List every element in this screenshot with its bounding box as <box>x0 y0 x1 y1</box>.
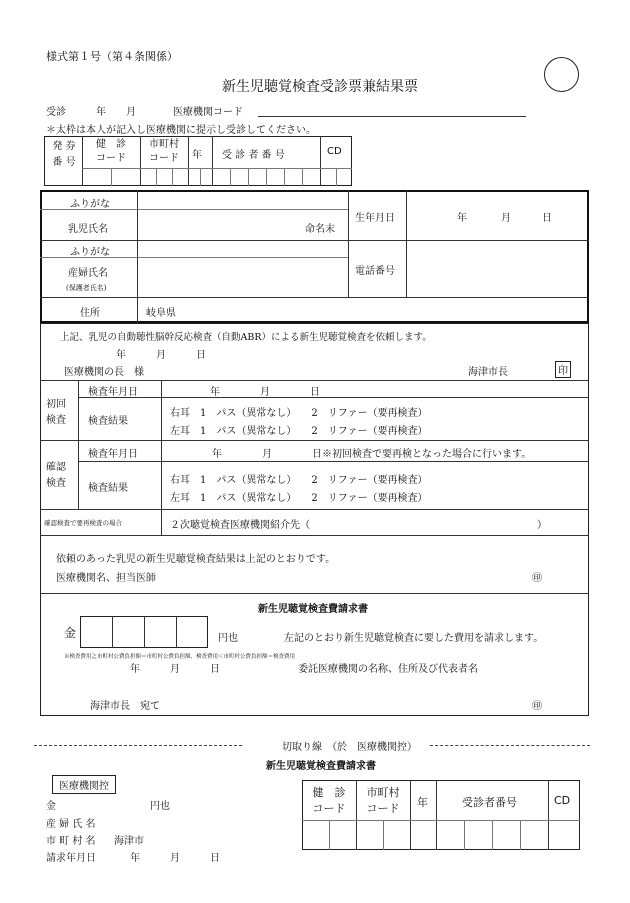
instruction-note: ＊太枠は本人が記入し医療機関に提示し受診してください。 <box>46 125 316 136</box>
cut-line-label: 切取り線 （於 医療機関控） <box>282 742 417 753</box>
stub-amount-label: 金 <box>46 801 56 812</box>
invoice-seal: ㊞ <box>532 701 542 712</box>
invoice-fine-note: ※検査費用≧市町村公費負担額＝市町村公費負担額、検査費用＜市町村公費負担額＝検査費用 <box>64 654 296 660</box>
stub-date-label: 請求年月日 <box>46 853 96 864</box>
secondary-text: ２次聴覚検査医療機関紹介先（ <box>170 520 310 531</box>
initial-date-value: 年 月 日 <box>210 387 320 398</box>
request-addressee: 医療機関の長 様 <box>64 367 144 378</box>
furigana-label-infant: ふりがな <box>70 199 110 210</box>
issue-number-label: 発 券 番 号 <box>52 141 76 168</box>
birth-month-label: 月 <box>501 213 511 224</box>
facility-code-label: 医療機関コード <box>173 107 243 118</box>
invoice-amount-label: 金 <box>64 626 77 640</box>
address-value: 岐阜県 <box>146 308 176 319</box>
stub-date-value: 年 月 日 <box>130 853 220 864</box>
stamp-circle <box>544 57 579 92</box>
request-text: 上記、乳児の自動聴性脳幹反応検査（自動ABR）による新生児聴覚検査を依頼します。 <box>60 332 432 343</box>
infant-name-label: 乳児氏名 <box>68 224 108 235</box>
guardian-note: (保護者氏名) <box>66 284 107 292</box>
confirm-left-ear[interactable]: 左耳 1 パス（異常なし） 2 リファー（要再検査） <box>170 493 428 504</box>
mayor-label: 海津市長 <box>468 367 508 378</box>
confirm-test-label: 確認 検査 <box>46 462 66 489</box>
result-report-text: 依頼のあった乳児の新生児聴覚検査結果は上記のとおりです。 <box>56 554 336 565</box>
birth-day-label: 日 <box>542 213 552 224</box>
invoice-date: 年 月 日 <box>130 664 220 675</box>
cut-line-right <box>430 745 590 746</box>
stub-title: 新生児聴覚検査費請求書 <box>266 761 376 772</box>
form-number: 様式第１号（第４条関係） <box>46 50 178 63</box>
doctor-seal: ㊞ <box>532 573 542 584</box>
page-title: 新生児聴覚検査受診票兼結果票 <box>222 79 418 95</box>
invoice-statement: 左記のとおり新生児聴覚検査に要した費用を請求します。 <box>284 633 544 644</box>
health-code-header: 健 診 コード <box>96 139 126 164</box>
cut-line-left <box>34 745 242 746</box>
invoice-title: 新生児聴覚検査費請求書 <box>258 604 368 615</box>
furigana-label-mother: ふりがな <box>70 247 110 258</box>
stub-patient-number-header: 受診者番号 <box>462 796 517 809</box>
patient-number-header: 受 診 者 番 号 <box>222 150 285 161</box>
birthdate-label: 生年月日 <box>355 213 395 224</box>
stub-yen: 円也 <box>150 801 170 812</box>
phone-label: 電話番号 <box>355 266 395 277</box>
stub-city-code-header: 市町村 コード <box>366 786 400 815</box>
confirm-result-label: 検査結果 <box>88 483 128 494</box>
unnamed-label: 命名末 <box>305 224 335 235</box>
stub-health-code-header: 健 診 コード <box>312 786 346 815</box>
initial-date-label: 検査年月日 <box>88 387 138 398</box>
visit-date-label: 受診 年 月 <box>46 107 136 118</box>
initial-left-ear[interactable]: 左耳 1 パス（異常なし） 2 リファー（要再検査） <box>170 426 428 437</box>
confirm-date-label: 検査年月日 <box>88 449 138 460</box>
stub-copy-label: 医療機関控 <box>52 775 116 794</box>
invoice-addressee: 海津市長 宛て <box>90 701 160 712</box>
mother-name-label: 産婦氏名 <box>68 268 108 279</box>
stub-cd-header: CD <box>554 794 571 807</box>
year-header: 年 <box>192 150 202 161</box>
stub-mother-label: 産 婦 氏 名 <box>46 819 96 830</box>
mayor-seal: 印 <box>555 361 571 378</box>
confirm-right-ear[interactable]: 右耳 1 パス（異常なし） 2 リファー（要再検査） <box>170 475 428 486</box>
address-label: 住所 <box>80 308 100 319</box>
initial-test-label: 初回 検査 <box>46 399 66 426</box>
secondary-close: ） <box>537 520 547 531</box>
initial-right-ear[interactable]: 右耳 1 パス（異常なし） 2 リファー（要再検査） <box>170 408 428 419</box>
cd-header: CD <box>327 146 342 157</box>
invoice-yen: 円也 <box>218 633 238 644</box>
confirm-date-value: 年 月 日※初回検査で要再検となった場合に行います。 <box>212 449 532 460</box>
secondary-label: 確認検査で要再検査の場合 <box>44 519 122 527</box>
facility-doctor-label: 医療機関名、担当医師 <box>56 573 156 584</box>
initial-result-label: 検査結果 <box>88 416 128 427</box>
stub-city-value: 海津市 <box>114 836 144 847</box>
city-code-header: 市町村 コード <box>149 139 179 164</box>
representative-label: 委託医療機関の名称、住所及び代表者名 <box>298 664 478 675</box>
birth-year-label: 年 <box>457 213 467 224</box>
facility-code-line[interactable] <box>258 116 526 117</box>
stub-year-header: 年 <box>417 796 428 809</box>
stub-city-label: 市 町 村 名 <box>46 836 96 847</box>
request-date: 年 月 日 <box>116 350 206 361</box>
